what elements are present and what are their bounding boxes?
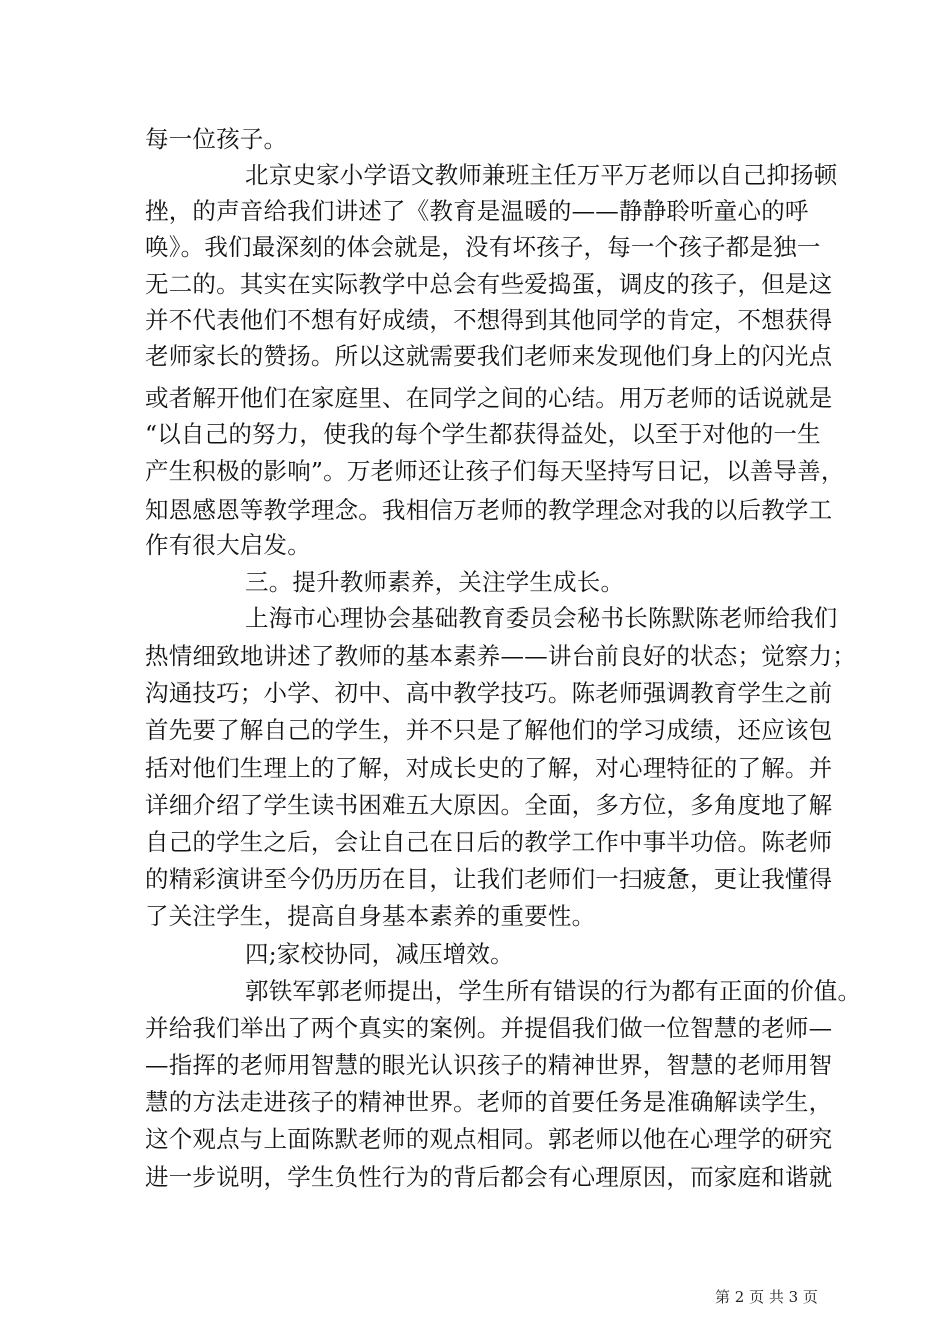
text-line: 首先要了解自己的学生，并不只是了解他们的学习成绩，还应该包: [145, 716, 833, 744]
page-number: 第 2 页 共 3 页: [715, 1288, 818, 1306]
text-line: —指挥的老师用智慧的眼光认识孩子的精神世界，智慧的老师用智: [145, 1051, 833, 1079]
text-line: 上海市心理协会基础教育委员会秘书长陈默陈老师给我们: [245, 604, 838, 632]
text-line: 老师家长的赞扬。所以这就需要我们老师来发现他们身上的闪光点: [145, 342, 833, 370]
text-line: 作有很大启发。: [145, 531, 311, 559]
text-line: “以自己的努力，使我的每个学生都获得益处，以至于对他的一生: [145, 420, 821, 448]
text-line: 了关注学生，提高自身基本素养的重要性。: [145, 902, 596, 930]
text-line: 热情细致地讲述了教师的基本素养——讲台前良好的状态；觉察力；: [145, 642, 856, 670]
text-line: 括对他们生理上的了解，对成长史的了解，对心理特征的了解。并: [145, 754, 833, 782]
text-line: 知恩感恩等教学理念。我相信万老师的教学理念对我的以后教学工: [145, 496, 833, 524]
text-line: 郭铁军郭老师提出，学生所有错误的行为都有正面的价值。: [245, 977, 862, 1005]
text-line: 沟通技巧；小学、初中、高中教学技巧。陈老师强调教育学生之前: [145, 679, 833, 707]
text-line: 并给我们举出了两个真实的案例。并提倡我们做一位智慧的老师—: [145, 1014, 833, 1042]
text-line: 的精彩演讲至今仍历历在目，让我们老师们一扫疲惫，更让我懂得: [145, 865, 833, 893]
text-line: 慧的方法走进孩子的精神世界。老师的首要任务是准确解读学生，: [145, 1088, 833, 1116]
text-line: 这个观点与上面陈默老师的观点相同。郭老师以他在心理学的研究: [145, 1125, 833, 1153]
text-line: 或者解开他们在家庭里、在同学之间的心结。用万老师的话说就是: [145, 384, 833, 412]
text-line: 进一步说明，学生负性行为的背后都会有心理原因，而家庭和谐就: [145, 1163, 833, 1191]
text-line: 唤》。我们最深刻的体会就是，没有坏孩子，每一个孩子都是独一: [145, 233, 821, 261]
text-line: 产生积极的影响”。万老师还让孩子们每天坚持写日记，以善导善，: [145, 457, 845, 485]
text-line: 无二的。其实在实际教学中总会有些爱捣蛋，调皮的孩子，但是这: [145, 270, 833, 298]
text-line: 挫，的声音给我们讲述了《教育是温暖的——静静聆听童心的呼: [145, 197, 809, 225]
text-line: 并不代表他们不想有好成绩，不想得到其他同学的肯定，不想获得: [145, 306, 833, 334]
section-heading: 四;家校协同，减压增效。: [245, 940, 514, 968]
text-line: 详细介绍了学生读书困难五大原因。全面，多方位，多角度地了解: [145, 791, 833, 819]
text-line: 自己的学生之后，会让自己在日后的教学工作中事半功倍。陈老师: [145, 828, 833, 856]
text-line: 每一位孩子。: [145, 125, 288, 153]
text-line: 北京史家小学语文教师兼班主任万平万老师以自己抑扬顿: [245, 161, 838, 189]
section-heading: 三。提升教师素养，关注学生成长。: [245, 568, 625, 596]
